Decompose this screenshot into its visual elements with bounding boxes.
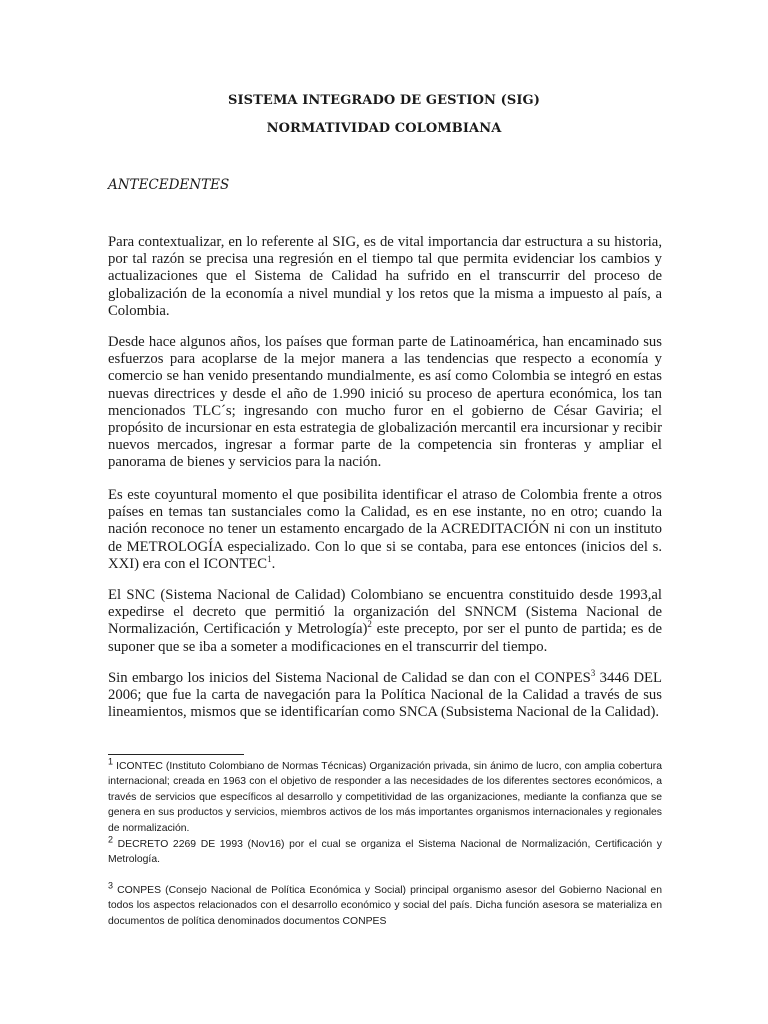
- footnote-ref-1[interactable]: 1: [267, 553, 272, 564]
- footnote-ref-3[interactable]: 3: [590, 668, 596, 679]
- paragraph-4: [108, 587, 662, 656]
- paragraph-2: [108, 334, 662, 472]
- paragraph-1-text: Para contextualizar, en lo referente al SIG, es de vital importancia dar estructura a su historia, por tal razón se precisa una regresión en el tiempo tal que permita evidenciar los cambios y actualizaciones que el Sistema de Calidad ha sufrido en el transcurrir del proceso de globalización de la economía a nivel mundial y los retos que la misma a impuesto al país, a Colombia.: [108, 234, 662, 319]
- footnote-separator: [108, 754, 244, 755]
- footnote-1-text: ICONTEC (Instituto Colombiano de Normas Técnicas) Organización privada, sin ánimo de lucro, con amplia cobertura internacional; creada en 1963 con el objetivo de responder a las necesidades de los diferentes sectores económicos, a través de servicios que específicos al desarrollo y competitividad de las organizaciones, mediante la confianza que se genera en sus productos y servicios, miembros activos de los más importantes organismos internacionales y regionales de normalización.: [108, 761, 662, 834]
- paragraph-1: [108, 234, 662, 320]
- document-subtitle: NORMATIVIDAD COLOMBIANA: [266, 121, 502, 136]
- footnote-1: [108, 756, 662, 836]
- footnote-ref-2[interactable]: 2: [367, 619, 372, 630]
- paragraph-4-end: este precepto, por ser el punto de partida; es de suponer que se iba a someter a modificaciones en el transcurrir del tiempo.: [108, 621, 662, 655]
- footnote-3-number: 3: [108, 880, 114, 891]
- footnote-2-number: 2: [108, 834, 114, 845]
- footnote-3-text: CONPES (Consejo Nacional de Política Económica y Social) principal organismo asesor del Gobierno Nacional en todos los aspectos relacionados con el desarrollo económico y social del país. Dicha función asesora se materializa en documentos de política denominados documentos CONPES: [108, 885, 662, 927]
- paragraph-5: [108, 670, 662, 722]
- document-title: SISTEMA INTEGRADO DE GESTION (SIG): [228, 93, 540, 108]
- footnote-1-number: 1: [108, 756, 114, 767]
- paragraph-5-end: 3446 DEL 2006; que fue la carta de navegación para la Política Nacional de la Calidad a través de sus lineamientos, mismos que se identificarían como SNCA (Subsistema Nacional de la Calidad).: [108, 670, 663, 721]
- footnote-2-text: DECRETO 2269 DE 1993 (Nov16) por el cual se organiza el Sistema Nacional de Normalización, Certificación y Metrología.: [108, 839, 662, 866]
- paragraph-4-text: El SNC (Sistema Nacional de Calidad) Colombiano se encuentra constituido desde 1993,al expedirse el decreto que permitió la organización del SNNCM (Sistema Nacional de Normalización, Certificación y Metrología): [108, 587, 662, 638]
- paragraph-3-text: Es este coyuntural momento el que posibilita identificar el atraso de Colombia frente a otros países en temas tan sustanciales como la Calidad, es en ese instante, no en otro; cuando la nación reconoce no tener un estamento encargado de la ACREDITACIÓN ni con un instituto de METROLOGÍA especializado. Con lo que si se contaba, para ese entonces (inicios del s. XXI) era con el ICONTEC: [108, 487, 662, 572]
- paragraph-3-end: .: [271, 555, 276, 572]
- paragraph-5-text: Sin embargo los inicios del Sistema Nacional de Calidad se dan con el CONPES: [108, 670, 591, 686]
- paragraph-3: [108, 487, 662, 573]
- paragraph-2-text: Desde hace algunos años, los países que forman parte de Latinoamérica, han encaminado sus esfuerzos para acoplarse de la mejor manera a las tendencias que respecto a economía y comercio se han venido presentando mundialmente, es así como Colombia se integró en estas nuevas directrices y desde el año de 1.990 inició su proceso de apertura económica, los tan mencionados TLC´s; ingresando con mucho furor en el gobierno de César Gaviria; el propósito de incursionar en esta estrategia de globalización mercantil era incursionar y recibir nuevos mercados, ingresar a formar parte de la competencia sin fronteras y ampliar el panorama de bienes y servicios para la nación.: [108, 334, 662, 471]
- section-heading: ANTECEDENTES: [108, 177, 230, 193]
- footnote-3: [108, 880, 662, 929]
- footnote-2: [108, 834, 662, 868]
